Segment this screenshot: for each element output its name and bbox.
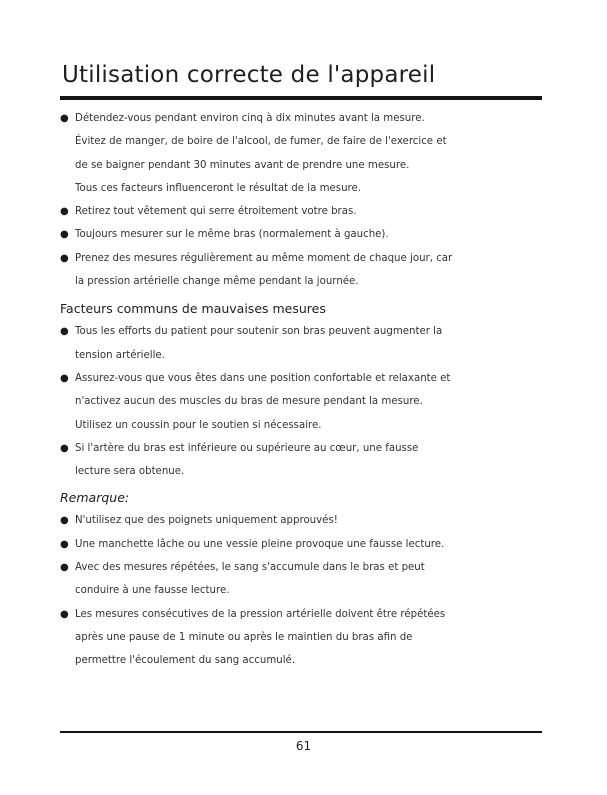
bullet-dot-icon: ● [60, 442, 69, 454]
list-item [60, 556, 542, 603]
list-item-text [75, 509, 542, 532]
text-line: Évitez de manger, de boire de l'alcool, de fumer, de faire de l'exercice et [75, 136, 447, 148]
bullet-dot-icon: ● [60, 252, 69, 264]
text-line: lecture sera obtenue. [75, 466, 185, 478]
usage-instructions-list [60, 107, 542, 293]
list-item-text [75, 367, 542, 437]
bullet-dot-icon: ● [60, 206, 69, 218]
list-item [60, 223, 542, 246]
text-line: tension artérielle. [75, 349, 165, 361]
list-item [60, 107, 542, 200]
text-line: après une pause de 1 minute ou après le maintien du bras afin de [75, 631, 413, 643]
text-line: N'utilisez que des poignets uniquement approuvés! [75, 515, 338, 527]
text-line: Une manchette lâche ou une vessie pleine provoque une fausse lecture. [75, 538, 445, 550]
text-line: conduire à une fausse lecture. [75, 585, 230, 597]
page-content [60, 107, 542, 673]
page-number: 61 [295, 739, 312, 753]
footer-divider [60, 731, 542, 733]
text-line: Avec des mesures répétées, le sang s'accumule dans le bras et peut [75, 562, 425, 574]
list-item-text [75, 603, 542, 673]
list-item-text [75, 556, 542, 603]
list-item [60, 603, 542, 673]
bullet-dot-icon: ● [60, 326, 69, 338]
text-line: Retirez tout vêtement qui serre étroitement votre bras. [75, 206, 357, 218]
bullet-dot-icon: ● [60, 372, 69, 384]
list-item [60, 533, 542, 556]
bullet-dot-icon: ● [60, 515, 69, 527]
text-line: Prenez des mesures régulièrement au même moment de chaque jour, car [75, 252, 453, 264]
text-line: Tous les efforts du patient pour soutenir son bras peuvent augmenter la [75, 326, 443, 338]
list-item-text [75, 320, 542, 367]
list-item [60, 437, 542, 484]
text-line: Si l'artère du bras est inférieure ou supérieure au cœur, une fausse [75, 442, 419, 454]
page-title: Utilisation correcte de l'appareil [62, 62, 436, 88]
text-line: la pression artérielle change même pendant la journée. [75, 276, 359, 288]
list-item [60, 247, 542, 294]
list-item [60, 320, 542, 367]
text-line: Toujours mesurer sur le même bras (normalement à gauche). [75, 229, 389, 241]
list-item-text [75, 107, 542, 200]
title-underline [60, 96, 542, 100]
section-heading-remark: Remarque: [60, 490, 130, 506]
text-line: Détendez-vous pendant environ cinq à dix minutes avant la mesure. [75, 113, 425, 124]
section-heading-common-factors: Facteurs communs de mauvaises mesures [60, 301, 326, 317]
text-line: permettre l'écoulement du sang accumulé. [75, 655, 296, 667]
list-item-text [75, 437, 542, 484]
list-item [60, 200, 542, 223]
common-factors-list [60, 320, 542, 483]
list-item [60, 509, 542, 532]
text-line: de se baigner pendant 30 minutes avant de prendre une mesure. [75, 159, 410, 171]
bullet-dot-icon: ● [60, 229, 69, 241]
list-item [60, 367, 542, 437]
text-line: Utilisez un coussin pour le soutien si nécessaire. [75, 419, 322, 431]
bullet-dot-icon: ● [60, 538, 69, 550]
remark-list [60, 509, 542, 672]
list-item-text [75, 223, 542, 246]
bullet-dot-icon: ● [60, 113, 69, 124]
bullet-dot-icon: ● [60, 562, 69, 574]
bullet-dot-icon: ● [60, 608, 69, 620]
list-item-text [75, 200, 542, 223]
text-line: Tous ces facteurs influenceront le résultat de la mesure. [75, 182, 362, 194]
list-item-text [75, 247, 542, 294]
text-line: Les mesures consécutives de la pression artérielle doivent être répétées [75, 608, 446, 620]
list-item-text [75, 533, 542, 556]
text-line: Assurez-vous que vous êtes dans une position confortable et relaxante et [75, 372, 451, 384]
text-line: n'activez aucun des muscles du bras de mesure pendant la mesure. [75, 396, 423, 408]
